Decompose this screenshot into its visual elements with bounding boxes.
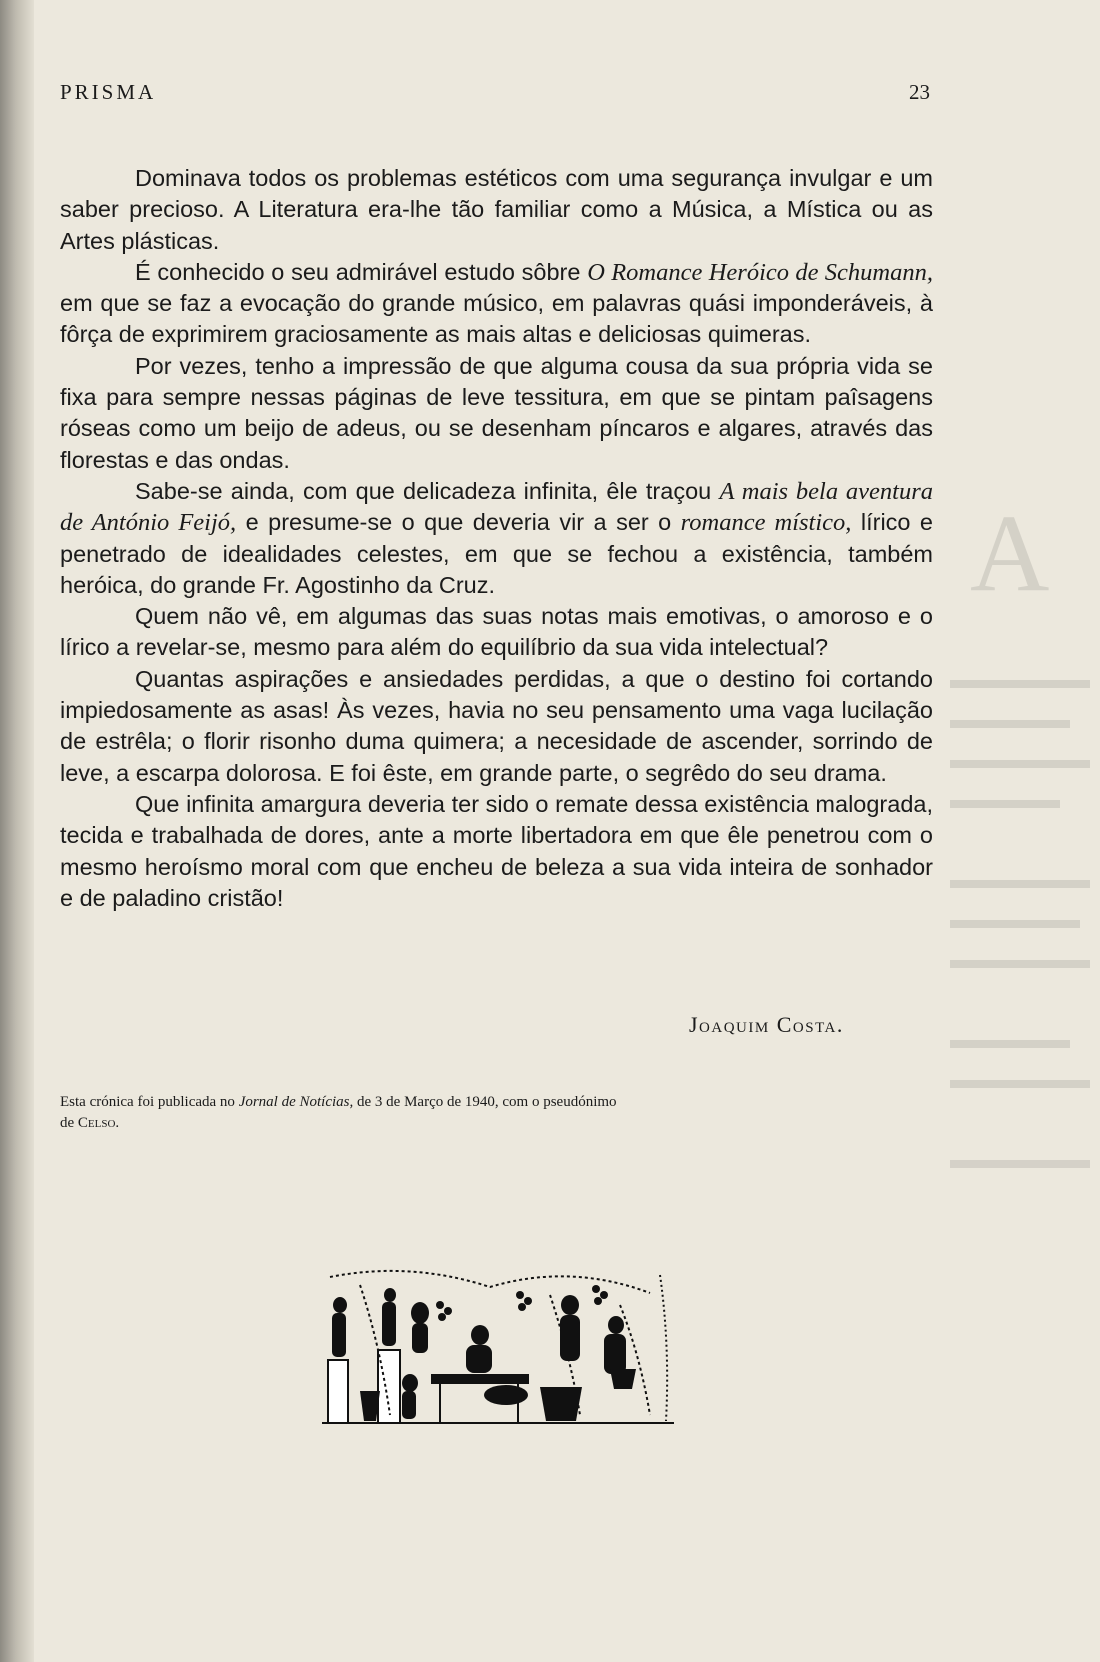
work-title: O Romance Heróico de Schumann,	[587, 258, 933, 286]
newspaper-title: Jornal de Notícias,	[238, 1094, 354, 1110]
author-signature: Joaquim Costa.	[689, 1012, 844, 1037]
text-run: lírico e penetrado de idealidades celestes, em que se fechou a existência, também heróica, do grande Fr. Agostinho da Cruz.	[60, 509, 934, 598]
page-header	[60, 80, 930, 110]
show-through-ghost	[950, 492, 1100, 1260]
pseudonym: Celso.	[77, 1115, 120, 1131]
text-run: e presume-se o que deveria vir a ser o	[236, 509, 681, 536]
work-title: romance místico,	[680, 509, 852, 537]
work-title: A mais bela aventura de António Feijó,	[60, 477, 933, 537]
text-run: É conhecido o seu admirável estudo sôbre	[135, 258, 588, 285]
paragraph: Quem não vê, em algumas das suas notas mais emotivas, o amoroso e o lírico a revelar-se, mesmo para além do equilíbrio da sua vida intelectual?	[60, 603, 933, 661]
page-number: 23	[909, 80, 930, 104]
text-run: Sabe-se ainda, com que delicadeza infinita, êle traçou	[135, 477, 720, 504]
article-body	[60, 163, 933, 914]
text-run: em que se faz a evocação do grande músico, em palavras quási imponderáveis, à fôrça de exprimirem graciosamente as mais altas e deliciosas quimeras.	[60, 290, 933, 348]
running-title: PRISMA	[60, 80, 157, 104]
footnote	[60, 1092, 620, 1134]
paragraph: Por vezes, tenho a impressão de que alguma cousa da sua própria vida se fixa para sempre nessas páginas de leve tessitura, em que se pintam paîsagens róseas como um beijo de adeus, ou se desenham píncaros e algares, através das florestas e das ondas.	[60, 352, 933, 473]
paragraph: Que infinita amargura deveria ter sido o remate dessa existência malograda, tecida e trabalhada de dores, ante a morte libertadora em que êle penetrou com o mesmo heroísmo moral com que encheu de beleza a sua vida inteira de sonhador e de paladino cristão!	[60, 790, 933, 911]
text-run: Esta crónica foi publicada no	[60, 1094, 239, 1110]
book-spine-shadow	[0, 0, 34, 1662]
paragraph	[60, 257, 933, 351]
svg-text:A: A	[970, 492, 1050, 614]
paragraph: Quantas aspirações e ansiedades perdidas, a que o destino foi cortando impiedosamente as asas! Às vezes, havia no seu pensamento uma vaga lucilação de estrêla; o florir risonho duma quimera; a necesidade de ascender, sorrindo de leve, a escarpa dolorosa. E foi êste, em grande parte, o segrêdo do seu drama.	[60, 665, 933, 786]
paragraph	[60, 476, 933, 601]
greek-vase-vignette-icon	[320, 1265, 676, 1425]
paragraph: Dominava todos os problemas estéticos com uma segurança invulgar e um saber precioso. A Literatura era-lhe tão familiar como a Música, a Mística ou as Artes plásticas.	[60, 165, 933, 254]
text-run: de 3 de Março de 1940, com o pseudónimo de	[60, 1094, 617, 1131]
